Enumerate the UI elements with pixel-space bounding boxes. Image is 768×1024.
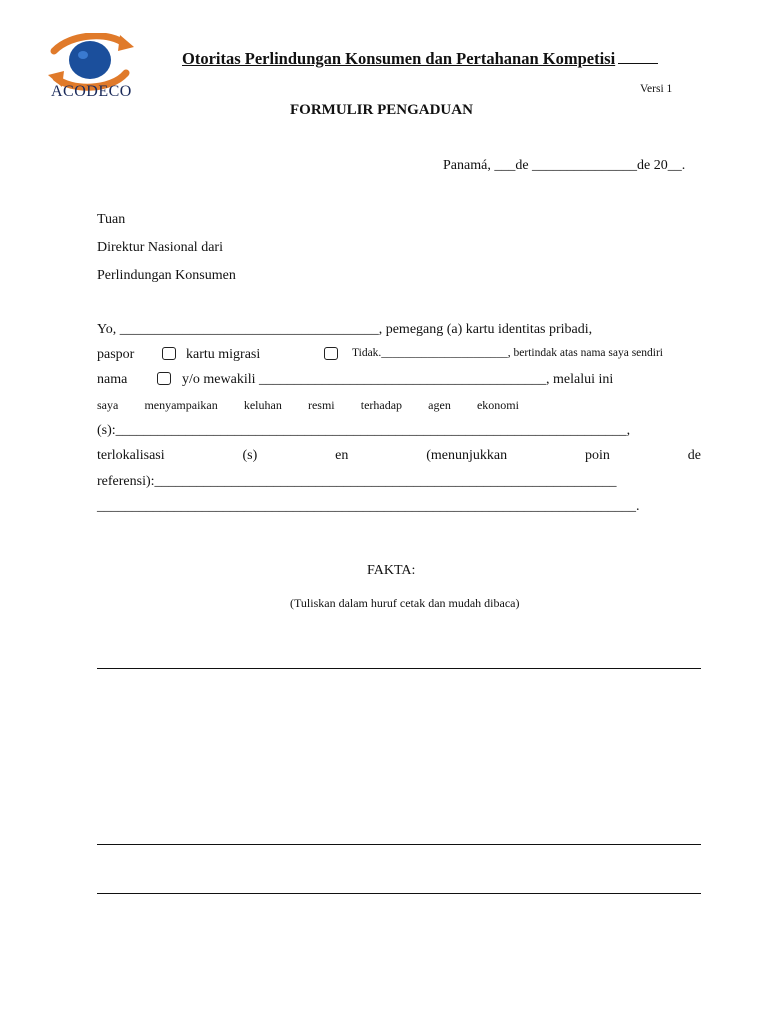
word: menyampaikan xyxy=(144,398,218,412)
address-line-1: Tuan xyxy=(97,212,126,227)
economic-agent-field[interactable]: (s):_________________________________________________________________________, xyxy=(97,423,631,438)
complaint-line xyxy=(97,398,519,413)
nama-checkbox[interactable] xyxy=(157,372,171,385)
address-line-3: Perlindungan Konsumen xyxy=(97,268,236,283)
word: resmi xyxy=(307,398,335,412)
location-line xyxy=(97,448,701,464)
nama-label: nama xyxy=(97,372,128,387)
word: (menunjukkan xyxy=(426,448,508,463)
logo-wordmark: ACODECO xyxy=(51,83,132,100)
facts-writing-line-3[interactable] xyxy=(97,893,701,894)
mewakili-field[interactable]: y/o mewakili _________________________________________, melalui ini xyxy=(182,372,614,387)
kartu-migrasi-checkbox[interactable] xyxy=(324,347,338,360)
tidak-field[interactable]: Tidak.______________________, bertindak atas nama saya sendiri xyxy=(352,347,663,359)
word: keluhan xyxy=(243,398,282,412)
name-id-line[interactable]: Yo, _____________________________________, pemegang (a) kartu identitas pribadi, xyxy=(97,322,593,337)
word: de xyxy=(687,448,701,463)
paspor-label: paspor xyxy=(97,347,135,362)
word: (s) xyxy=(242,448,258,463)
facts-writing-line-1[interactable] xyxy=(97,668,701,669)
form-title: FORMULIR PENGADUAN xyxy=(290,102,473,118)
date-field[interactable]: Panamá, ___de _______________de 20__. xyxy=(443,158,686,173)
reference-field-continued[interactable]: _____________________________________________________________________________. xyxy=(97,499,640,514)
facts-writing-line-2[interactable] xyxy=(97,844,701,845)
word: poin xyxy=(584,448,610,463)
facts-instruction: (Tuliskan dalam huruf cetak dan mudah dibaca) xyxy=(290,596,520,610)
kartu-migrasi-label: kartu migrasi xyxy=(186,347,261,362)
version-label: Versi 1 xyxy=(640,83,673,95)
word: ekonomi xyxy=(476,398,519,412)
word: agen xyxy=(428,398,451,412)
reference-field[interactable]: referensi):__________________________________________________________________ xyxy=(97,474,617,489)
word: en xyxy=(335,448,349,463)
word: terhadap xyxy=(360,398,403,412)
address-line-2: Direktur Nasional dari xyxy=(97,240,223,255)
paspor-checkbox[interactable] xyxy=(162,347,176,360)
word: terlokalisasi xyxy=(97,448,165,463)
word: saya xyxy=(97,398,119,412)
facts-heading: FAKTA: xyxy=(367,563,416,578)
organization-title: Otoritas Perlindungan Konsumen dan Pertahanan Kompetisi xyxy=(182,49,658,69)
